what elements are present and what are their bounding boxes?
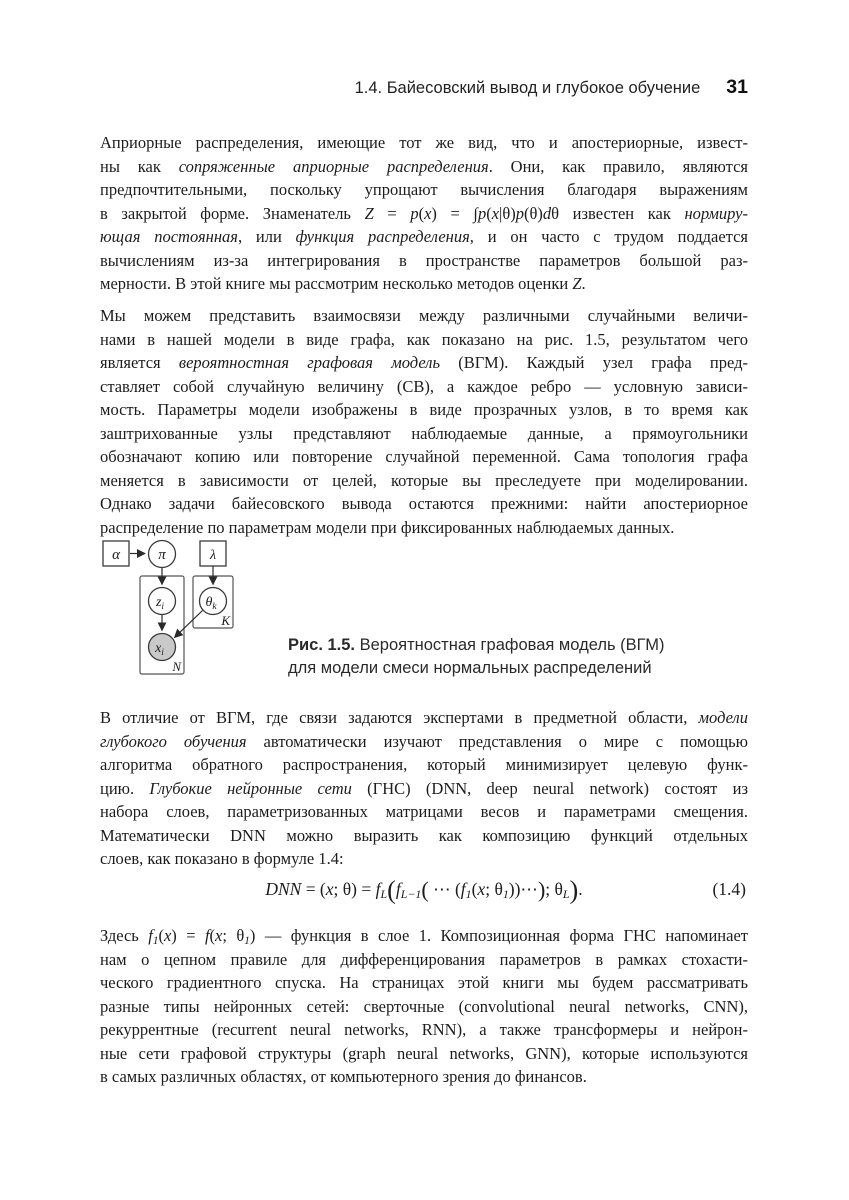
text-segment: в самых различных областях, от компьютерного зрения до финансов.: [100, 1067, 587, 1086]
text-segment: набора слоев, параметризованных матрицами весов и параметрами смещения.: [100, 802, 748, 821]
edge-theta-x: [175, 611, 203, 638]
text-line: [100, 777, 748, 801]
text-segment: d: [542, 203, 552, 223]
running-header: [100, 76, 748, 99]
text-segment: .: [578, 879, 583, 899]
body-paragraph-3: [100, 706, 748, 871]
text-segment: ; θ: [485, 879, 503, 899]
text-segment: f: [460, 879, 466, 899]
text-segment: = (: [301, 879, 326, 899]
text-segment: Z: [572, 274, 582, 293]
text-segment: θ известен как: [551, 203, 685, 223]
text-segment: ческого градиентного спуска. На страницах этой книги мы будем рассматривать: [100, 973, 748, 992]
text-segment: x: [163, 926, 172, 945]
text-segment: |θ): [499, 203, 516, 223]
text-line: [100, 351, 748, 375]
node-lambda-label: λ: [209, 548, 217, 563]
text-segment: f: [148, 926, 153, 945]
text-segment: ставляет собой случайную величину (СВ), а каждое ребро — условную зависи-: [100, 376, 748, 396]
section-header-text: 1.4. Байесовский вывод и глубокое обучение: [354, 79, 701, 97]
text-segment: Z: [364, 203, 374, 223]
text-segment: сопряженные априорные распределения: [178, 156, 489, 176]
text-segment: (: [471, 879, 478, 899]
text-segment: ))⋯: [508, 879, 538, 899]
node-z-label: $z_i$: [155, 595, 165, 612]
text-segment: . Они, как правило, являются: [488, 156, 748, 176]
text-segment: , и он часто с трудом поддается: [469, 227, 749, 246]
text-segment: x: [325, 879, 334, 899]
text-segment: (: [418, 203, 425, 223]
text-segment: (: [421, 876, 429, 902]
text-segment: цию.: [100, 778, 150, 798]
figure-caption: [288, 634, 688, 680]
text-segment: вычислениям из-за интегрирования в пространстве параметров большой раз-: [100, 250, 748, 270]
text-line: [100, 995, 748, 1019]
text-segment: ) = ∫: [431, 203, 478, 223]
equation-1-4: [100, 876, 748, 904]
text-segment: 1: [502, 887, 509, 902]
figure-caption-line-2: [288, 657, 688, 680]
text-segment: Глубокие нейронные сети: [149, 778, 352, 798]
text-segment: ; θ) =: [333, 879, 376, 899]
text-segment: ные сети графовой структуры (graph neural networks, GNN), которые используются: [100, 1043, 748, 1063]
node-x-label: $x_i$: [155, 641, 164, 658]
text-segment: нам о цепном правиле для дифференцирования параметров в рамках стохасти-: [100, 949, 748, 969]
body-paragraph-4: [100, 924, 748, 1089]
text-segment: рекуррентные (recurrent neural networks, RNN), а также трансформеры и нейрон-: [100, 1020, 748, 1039]
text-segment: Математически DNN можно выразить как композицию функций отдельных: [100, 825, 748, 845]
text-segment: (: [387, 875, 396, 905]
text-segment: мерности. В этой книге мы рассмотрим несколько методов оценки: [100, 274, 573, 293]
text-segment: p: [515, 203, 524, 223]
text-segment: Мы можем представить взаимосвязи между различными случайными величи-: [100, 306, 748, 325]
text-segment: (θ): [523, 203, 543, 223]
equation-body: [265, 875, 583, 905]
text-segment: , или: [237, 227, 296, 246]
text-segment: нами в нашей модели в виде графа, как показано на рис. 1.5, результатом чего: [100, 329, 748, 349]
text-line: [100, 730, 748, 754]
text-segment: заштрихованные узлы представляют наблюдаемые данные, а прямоугольники: [100, 423, 748, 443]
text-segment: в закрытой форме. Знаменатель: [100, 203, 365, 223]
equation-number: (1.4): [712, 879, 746, 899]
text-segment: 1: [152, 935, 159, 948]
text-segment: для модели смеси нормальных распределений: [288, 659, 652, 677]
text-segment: предпочтительными, поскольку упрощают вычисления благодаря выражениям: [100, 180, 748, 199]
text-line: [100, 753, 748, 777]
text-segment: L−1: [400, 887, 422, 902]
text-segment: L: [562, 887, 570, 902]
text-segment: (: [209, 926, 216, 945]
figure-caption-line-1: [288, 634, 688, 657]
text-segment: (ГНС) (DNN, deep neural network) состоят из: [351, 778, 749, 798]
text-segment: f: [204, 926, 210, 945]
node-theta-label: $\theta_k$: [205, 595, 217, 612]
text-segment: нормиру-: [684, 203, 748, 223]
text-segment: глубокого обучения: [100, 731, 247, 751]
plate-k-label: K: [221, 613, 230, 628]
text-segment: разные типы нейронных сетей: сверточные (convolutional neural networks, CNN),: [100, 996, 748, 1016]
text-line: [100, 1065, 748, 1089]
text-segment: f: [375, 879, 381, 899]
text-segment: слоев, как показано в формуле 1.4:: [100, 849, 344, 868]
node-alpha-label: α: [112, 547, 120, 563]
text-segment: x: [491, 203, 500, 223]
text-segment: распределение по параметрам модели при фиксированных наблюдаемых данных.: [100, 517, 675, 537]
node-pi-label: π: [158, 547, 166, 563]
text-segment: ны как: [100, 156, 179, 176]
text-segment: L: [380, 887, 388, 902]
text-segment: Вероятностная графовая модель (ВГМ): [355, 636, 665, 654]
text-line: [100, 1018, 748, 1042]
text-line: [100, 131, 748, 155]
text-line: [100, 375, 748, 399]
text-segment: ⋯ (: [428, 879, 461, 899]
text-segment: ) — функция в слое 1. Композиционная форма ГНС напоминает: [249, 926, 748, 945]
text-segment: ющая постоянная: [100, 227, 238, 246]
text-line: [100, 948, 748, 972]
text-segment: .: [581, 274, 586, 293]
text-segment: ; θ: [222, 926, 245, 945]
text-segment: (ВГМ). Каждый узел графа пред-: [439, 353, 748, 372]
text-segment: алгоритма обратного распространения, который минимизирует целевую функ-: [100, 755, 748, 774]
text-segment: вероятностная графовая модель: [178, 353, 440, 372]
text-segment: Априорные распределения, имеющие тот же вид, что и апостериорные, извест-: [100, 133, 748, 152]
text-line: [100, 398, 748, 422]
plate-n-label: N: [172, 659, 181, 674]
text-line: [100, 847, 748, 871]
text-segment: Рис. 1.5.: [288, 636, 356, 654]
page-number: 31: [726, 76, 748, 98]
text-line: [100, 492, 748, 516]
figure-1-5-pgm-diagram: [100, 537, 240, 682]
text-line: [100, 178, 748, 202]
text-segment: p: [477, 203, 487, 223]
text-segment: модели: [698, 708, 748, 727]
text-segment: ): [569, 875, 579, 905]
text-segment: функция распределения: [295, 227, 470, 246]
text-line: [100, 445, 748, 469]
text-line: [100, 924, 748, 948]
text-segment: мость. Параметры модели изображены в виде прозрачных узлов, в то время как: [100, 400, 748, 419]
text-line: [100, 469, 748, 493]
text-segment: f: [395, 879, 401, 899]
text-line: [100, 304, 748, 328]
text-segment: Однако задачи байесовского вывода остаются прежними: найти апостериорное: [100, 494, 748, 513]
text-segment: ): [537, 876, 546, 902]
text-line: [100, 1042, 748, 1066]
text-segment: (: [486, 203, 492, 223]
text-line: [100, 272, 748, 296]
text-line: [100, 971, 748, 995]
text-segment: обозначают копию или повторение случайной переменной. Сама топология графа: [100, 447, 748, 466]
text-segment: DNN: [265, 879, 302, 899]
body-paragraph-1: [100, 131, 748, 296]
text-segment: меняется в зависимости от целей, которые вы преследуете при моделировании.: [100, 470, 748, 490]
text-segment: является: [100, 353, 179, 372]
text-segment: (: [158, 926, 164, 945]
text-segment: В отличие от ВГМ, где связи задаются экспертами в предметной области,: [100, 708, 699, 727]
text-line: [100, 328, 748, 352]
text-line: [100, 516, 748, 540]
text-segment: p: [410, 203, 419, 223]
text-line: [100, 202, 748, 226]
text-line: [100, 824, 748, 848]
text-segment: x: [215, 926, 223, 945]
text-segment: 1: [244, 935, 250, 948]
text-segment: =: [373, 203, 411, 223]
text-segment: ; θ: [545, 879, 563, 899]
text-line: [100, 706, 748, 730]
text-segment: 1: [465, 887, 472, 902]
text-segment: ) =: [171, 926, 205, 945]
text-line: [100, 422, 748, 446]
text-line: [100, 225, 748, 249]
text-segment: x: [477, 879, 486, 899]
text-line: [100, 249, 748, 273]
body-paragraph-2: [100, 304, 748, 539]
text-segment: Здесь: [100, 926, 149, 945]
text-segment: x: [424, 203, 432, 223]
text-line: [100, 800, 748, 824]
text-segment: автоматически изучают представления о мире с помощью: [246, 731, 748, 751]
text-line: [100, 155, 748, 179]
